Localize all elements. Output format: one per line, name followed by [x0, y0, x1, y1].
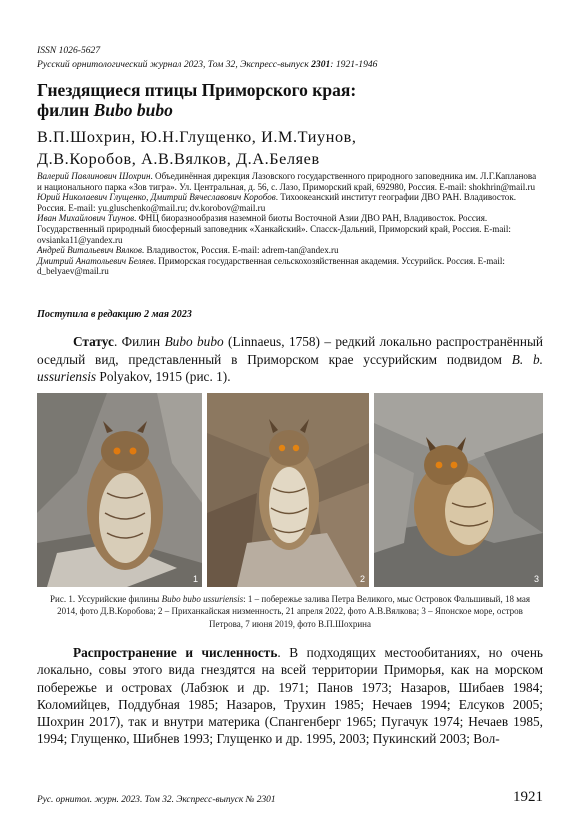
affiliation-names: Иван Михайлович Тиунов: [37, 213, 135, 224]
affiliation-names: Валерий Павлинович Шохрин: [37, 171, 151, 181]
affiliations: [37, 171, 543, 277]
owl-photo-2: [207, 393, 369, 587]
paragraph-text: Polyakov, 1915 (рис. 1).: [96, 369, 231, 385]
received-date: Поступила в редакцию 2 мая 2023: [37, 309, 192, 320]
section-heading: Статус: [73, 334, 114, 349]
issn: ISSN 1026-5627: [37, 45, 101, 56]
figure-caption: [47, 593, 533, 630]
affiliation: [37, 245, 543, 256]
footer-citation: Рус. орнитол. журн. 2023. Том 32. Экспресс-выпуск № 2301: [37, 795, 276, 805]
page-range: : 1921-1946: [330, 59, 378, 70]
affiliation: [37, 192, 543, 213]
title-line-2: [37, 100, 543, 120]
journal-name: Русский орнитологический журнал 2023, Том 32, Экспресс-выпуск: [37, 59, 312, 70]
status-section: [37, 333, 543, 386]
distribution-paragraph: [37, 644, 543, 748]
owl-photo-1-image: [37, 393, 202, 587]
authors: [37, 126, 543, 170]
authors-line-2: Д.В.Коробов, А.В.Вялков, Д.А.Беляев: [37, 150, 320, 168]
journal-header: [37, 44, 543, 72]
affiliation: [37, 171, 543, 192]
title-line-1: Гнездящиеся птицы Приморского края:: [37, 80, 357, 100]
section-heading: Распространение и численность: [73, 645, 278, 660]
status-paragraph: [37, 333, 543, 386]
affiliation: [37, 256, 543, 277]
photo-number: 1: [192, 574, 198, 584]
page-footer: [37, 789, 543, 813]
affiliation-text: . Приморская государственная сельскохозяйственная академия. Уссурийск. Россия. E-mail: d_belyaev@mail.ru: [37, 255, 505, 277]
authors-line-1: В.П.Шохрин, Ю.Н.Глущенко, И.М.Тиунов,: [37, 128, 357, 146]
affiliation-text: . Объединённая дирекция Лазовского государственного природного заповедника им. Л.Г.Капланова и национального парка «Зов тигра». Ул. Центральная, д. 56, с. Лазо, Приморский край, 692980, Россия. E-mail: shokhrin@mail.ru: [37, 171, 537, 192]
affiliation-names: Андрей Витальевич Вялков: [37, 245, 142, 256]
distribution-section: [37, 644, 543, 748]
subspecies-name: B. b. ussuriensis: [37, 351, 543, 385]
page-number: 1921: [513, 789, 543, 805]
affiliation: [37, 213, 543, 245]
paragraph-text: . В подходящих местообитаниях, но очень локально, совы этого вида гнездятся на всей территории Приморья, как на морском побережье и островах (Лабзюк и др. 1971; Панов 1973; Назаров, Шибаев 1984; Коломийцев, Поддубная 1985; Назаров, Трухин 1985; Нечаев 1994; Елсуков 2005; Шохрин 2017), так и внутри материка (Спангенберг 1965; Пугачук 1974; Нечаев 1985, 1994; Глущенко, Шибнев 1993; Глущенко и др. 1995, 2003; Пукинский 2003; Вол-: [37, 645, 543, 747]
article-title: [37, 80, 543, 120]
affiliation-text: . ФНЦ биоразнообразия наземной биоты Восточной Азии ДВО РАН, Владивосток. Россия. Государственный природный биосферный заповедник «Ханкайский». Спасск-Дальний, Приморский край, Россия. E-mail: ovsianka11@yandex.ru: [37, 213, 511, 245]
photo-number: 2: [359, 574, 365, 584]
caption-text: : 1 – побережье залива Петра Великого, мыс Островок Фальшивый, 18 мая 2014, фото Д.В.Коробова; 2 – Приханкайская низменность, 21 апреля 2022, фото А.В.Вялкова; 3 – Японское море, остров Петрова, 7 июня 2019, фото В.П.Шохрина: [57, 594, 530, 629]
species-name: Bubo bubo: [93, 100, 173, 120]
affiliation-names: Юрий Николаевич Глущенко, Дмитрий Вячеславович Коробов: [37, 192, 276, 203]
caption-species: Bubo bubo ussuriensis: [161, 594, 244, 604]
owl-photo-2-image: [207, 393, 369, 587]
photo-number: 3: [533, 574, 539, 584]
figure-photos: [37, 393, 543, 587]
affiliation-text: . Тихоокеанский институт географии ДВО РАН. Владивосток. Россия. E-mail: yu.gluschenko@mail.ru; dv.korobov@mail.ru: [37, 192, 517, 213]
caption-text: Рис. 1. Уссурийские филины: [50, 594, 162, 604]
owl-photo-1: [37, 393, 202, 587]
paragraph-text: (Linnaeus, 1758) – редкий локально распространённый оседлый вид, представленный в Приморском крае уссурийским подвидом: [37, 334, 543, 367]
affiliation-text: . Владивосток, Россия. E-mail: adrem-tan@andex.ru: [141, 245, 339, 256]
journal-citation: [37, 58, 543, 72]
issue-number: 2301: [311, 59, 331, 70]
title-text: филин: [37, 100, 94, 120]
paragraph-text: . Филин: [113, 334, 165, 349]
owl-photo-3: [374, 393, 543, 587]
owl-photo-3-image: [374, 393, 543, 587]
affiliation-names: Дмитрий Анатольевич Беляев: [37, 255, 154, 266]
species-name: Bubo bubo: [164, 334, 224, 349]
